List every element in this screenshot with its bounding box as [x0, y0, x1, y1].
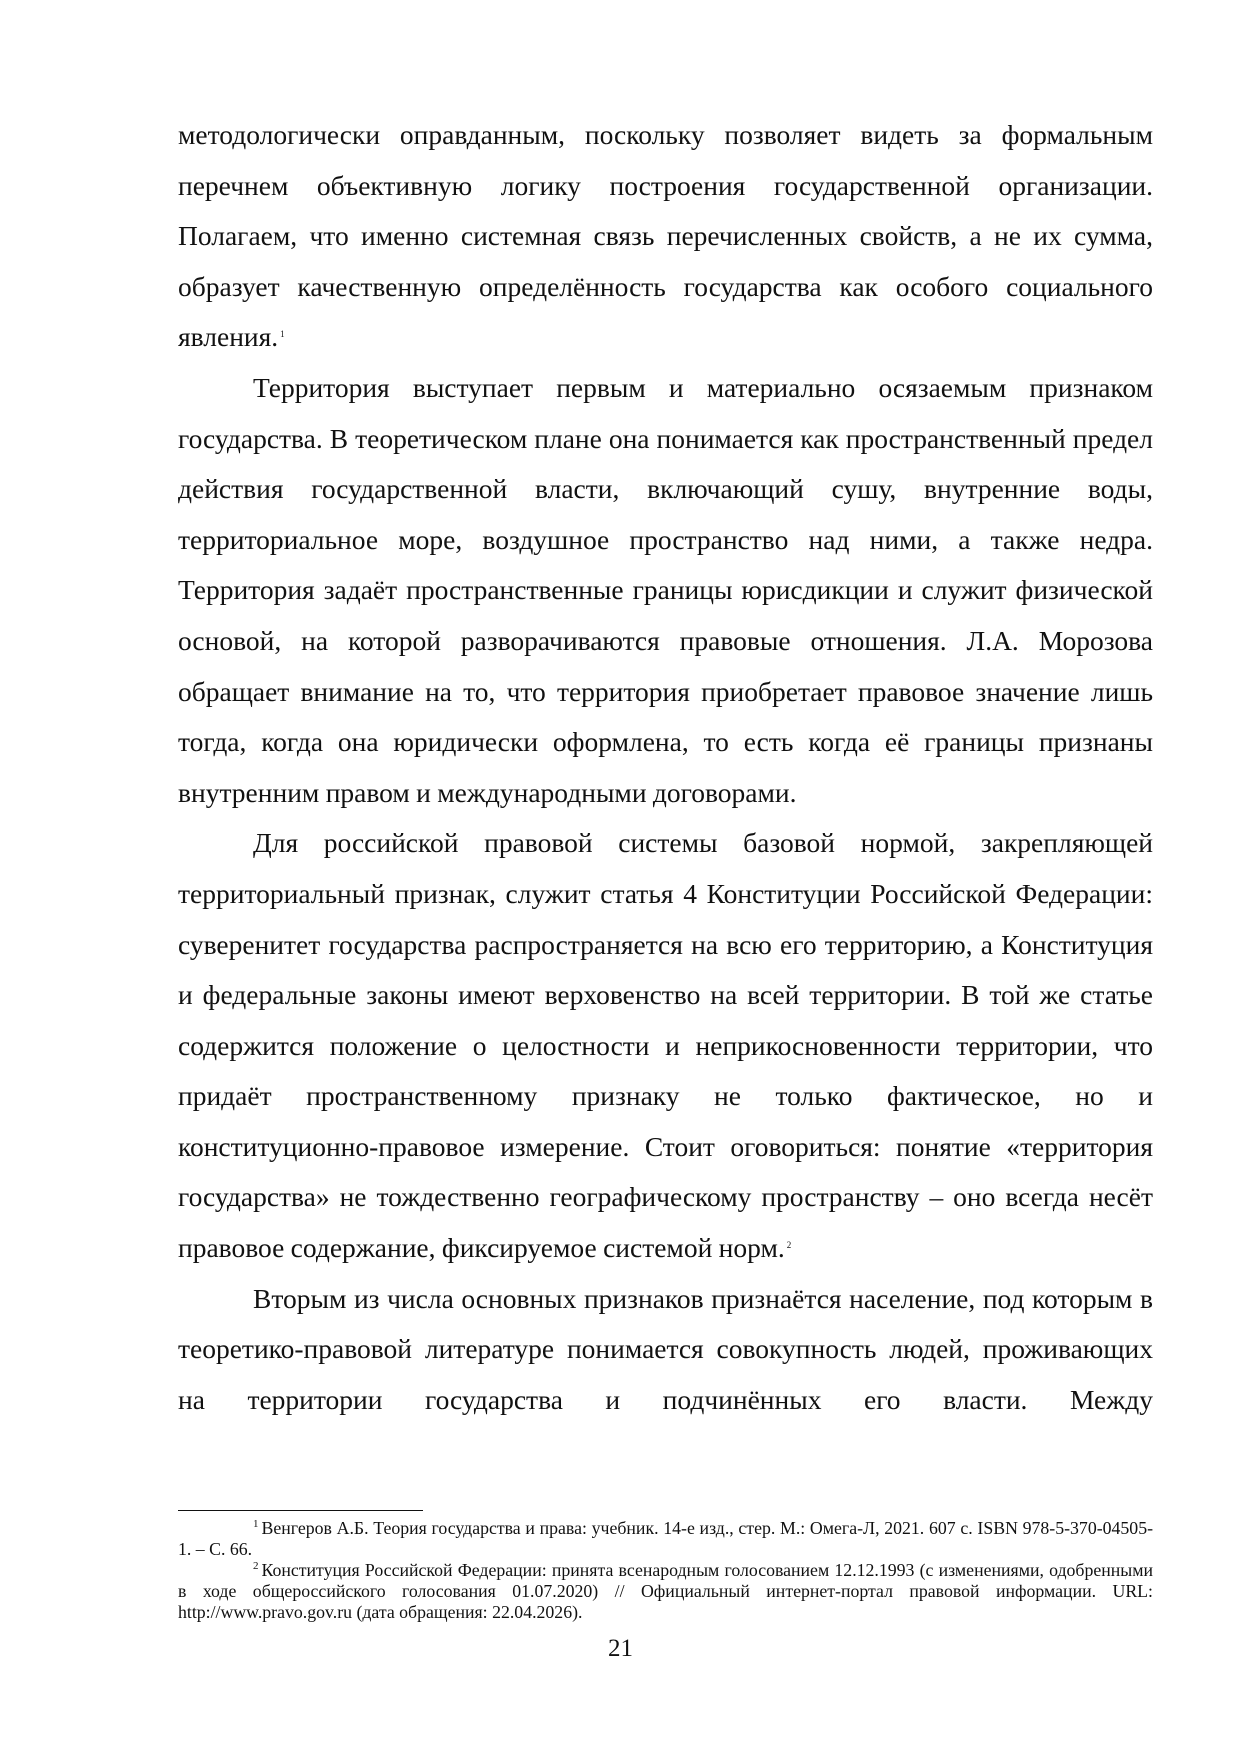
footnote-number: 2	[253, 1560, 259, 1572]
footnote-text: Конституция Российской Федерации: принята всенародным голосованием 12.12.1993 (с изменениями, одобренными в ходе общероссийского голосования 01.07.2020) // Официальный интернет-портал правовой информации. URL: http://www.pravo.gov.ru (дата обращения: 22.04.2026).	[178, 1560, 1153, 1622]
paragraph-text: методологически оправданным, поскольку позволяет видеть за формальным перечнем объективную логику построения государственной организации. Полагаем, что именно системная связь перечисленных свойств, а не их сумма, образует качественную определённость государства как особого социального явления.	[178, 119, 1153, 353]
footnote-text: Венгеров А.Б. Теория государства и права: учебник. 14-е изд., стер. М.: Омега-Л, 2021. 607 с. ISBN 978-5-370-04505-1. – С. 66.	[178, 1518, 1153, 1559]
paragraph-population	[178, 1274, 1153, 1426]
page-number: 21	[608, 1635, 633, 1662]
footnotes	[178, 1518, 1153, 1623]
paragraph-text: Территория выступает первым и материально осязаемым признаком государства. В теоретическом плане она понимается как пространственный предел действия государственной власти, включающий сушу, внутренние воды, территориальное море, воздушное пространство над ними, а также недра. Территория задаёт пространственные границы юрисдикции и служит физической основой, на которой разворачиваются правовые отношения. Л.А. Морозова обращает внимание на то, что территория приобретает правовое значение лишь тогда, когда она юридически оформлена, то есть когда её границы признаны внутренним правом и международными договорами.	[178, 371, 1153, 808]
footnote-number: 1	[253, 1518, 259, 1530]
paragraph-continuation	[178, 110, 1153, 363]
paragraph-text: Для российской правовой системы базовой нормой, закрепляющей территориальный признак, служит статья 4 Конституции Российской Федерации: суверенитет государства распространяется на всю его территорию, а Конституция и федеральные законы имеют верховенство на всей территории. В той же статье содержится положение о целостности и неприкосновенности территории, что придаёт пространственному признаку не только фактическое, но и конституционно-правовое измерение. Стоит оговориться: понятие «территория государства» не тождественно географическому пространству – оно всегда несёт правовое содержание, фиксируемое системой норм.	[178, 827, 1153, 1264]
body-text	[178, 110, 1153, 1425]
paragraph-text: Вторым из числа основных признаков признаётся население, под которым в теоретико-правовой литературе понимается совокупность людей, проживающих на территории государства и подчинённых его власти. Между	[178, 1282, 1153, 1415]
paragraph-constitution	[178, 818, 1153, 1273]
footnote-reference[interactable]: 1	[280, 329, 285, 340]
footnote-reference[interactable]: 2	[786, 1240, 792, 1251]
footnote-item	[178, 1518, 1153, 1560]
footnote-item	[178, 1560, 1153, 1623]
footnote-separator	[178, 1510, 423, 1511]
paragraph-territory	[178, 363, 1153, 818]
